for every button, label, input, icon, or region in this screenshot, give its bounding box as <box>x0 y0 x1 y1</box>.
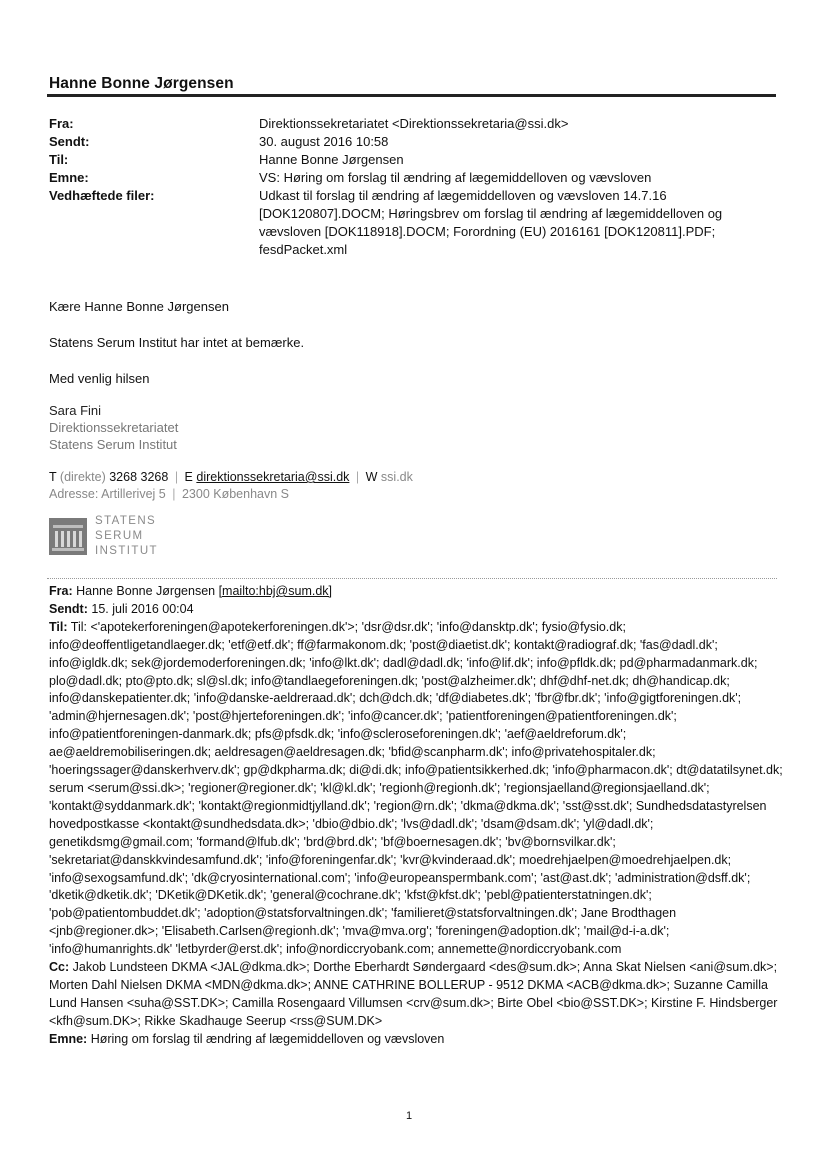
ssi-logo <box>49 514 159 560</box>
from-value: Direktionssekretariatet <Direktionssekretaria@ssi.dk> <box>259 116 569 131</box>
fwd-subject-value: Høring om forslag til ændring af lægemiddelloven og vævsloven <box>90 1031 445 1046</box>
signature-block <box>49 402 178 453</box>
subject-value: VS: Høring om forslag til ændring af lægemiddelloven og vævsloven <box>259 170 652 185</box>
sent-row <box>49 133 779 151</box>
signature-department: Direktionssekretariatet <box>49 420 179 435</box>
phone-prefix: T <box>49 470 57 484</box>
from-row <box>49 115 779 133</box>
address-street: Artillerivej 5 <box>101 487 166 501</box>
attachments-label: Vedhæftede filer: <box>49 188 155 203</box>
signature-name: Sara Fini <box>49 403 102 418</box>
email-header-block <box>49 115 779 259</box>
forward-divider <box>47 578 777 579</box>
fwd-from-row <box>49 583 784 601</box>
web-link[interactable]: ssi.dk <box>380 470 413 484</box>
fwd-from-value: Hanne Bonne Jørgensen <box>76 584 216 598</box>
address-label: Adresse: <box>49 487 99 501</box>
header-divider <box>47 94 776 97</box>
fwd-cc-row <box>49 959 784 1031</box>
greeting: Kære Hanne Bonne Jørgensen <box>49 299 229 314</box>
from-label: Fra: <box>49 116 74 131</box>
fwd-subject-label: Emne: <box>49 1031 88 1046</box>
phone-label: (direkte) <box>59 470 106 484</box>
closing: Med venlig hilsen <box>49 371 150 386</box>
email-prefix: E <box>184 470 193 484</box>
separator: | <box>355 470 360 484</box>
separator: | <box>172 487 176 501</box>
subject-label: Emne: <box>49 170 89 185</box>
fwd-to-row <box>49 619 784 959</box>
ssi-logo-text <box>95 514 158 559</box>
logo-line: STATENS <box>95 515 157 527</box>
separator: | <box>174 470 179 484</box>
fwd-sent-value: 15. juli 2016 00:04 <box>91 601 194 616</box>
logo-line: INSTITUT <box>95 545 158 557</box>
attachments-row <box>49 187 779 259</box>
sent-value: 30. august 2016 10:58 <box>259 134 389 149</box>
attachments-value[interactable]: Udkast til forslag til ændring af lægemiddelloven og vævsloven 14.7.16 [DOK120807].DOCM; Høringsbrev om forslag til ændring af lægemiddelloven og vævsloven [DOK118918].DOCM; Forordning (EU) 2016161 [DOK120811].PDF; fesdPacket.xml <box>259 188 723 257</box>
fwd-to-label: Til: <box>49 619 68 634</box>
fwd-mailto-link[interactable]: [mailto:hbj@sum.dk] <box>218 584 332 598</box>
email-link[interactable]: direktionssekretaria@ssi.dk <box>196 470 350 484</box>
fwd-subject-row <box>49 1031 784 1049</box>
web-prefix: W <box>365 470 378 484</box>
fwd-from-label: Fra: <box>49 584 73 598</box>
forwarded-message-header <box>49 583 784 1049</box>
fwd-cc-recipients: Jakob Lundsteen DKMA <JAL@dkma.dk>; Dorthe Eberhardt Søndergaard <des@sum.dk>; Anna Skat Nielsen <ani@sum.dk>; Morten Dahl Nielsen DKMA <MDN@dkma.dk>; ANNE CATHRINE BOLLERUP - 9512 DKMA <ACB@dkma.dk>; Suzanne Camilla Lund Hansen <suha@SST.DK>; Camilla Rosengaard Villumsen <crv@sum.dk>; Birte Obel <bio@SST.DK>; Kirstine F. Hindsberger <kfh@sum.DK>; Rikke Skadhauge Seerup <rss@SUM.DK> <box>49 960 778 1028</box>
to-label: Til: <box>49 152 69 167</box>
mailbox-owner-name: Hanne Bonne Jørgensen <box>49 75 234 92</box>
page-number: 1 <box>406 1110 413 1122</box>
fwd-sent-row <box>49 601 784 619</box>
signature-organization: Statens Serum Institut <box>49 437 177 452</box>
contact-info <box>49 469 413 503</box>
ssi-building-logo-icon <box>49 518 87 555</box>
sent-label: Sendt: <box>49 134 90 149</box>
address-line <box>49 486 413 503</box>
message-text: Statens Serum Institut har intet at bemærke. <box>49 335 305 350</box>
contact-line <box>49 469 413 486</box>
address-city: 2300 København S <box>181 487 289 501</box>
fwd-to-recipients: Til: <'apotekerforeningen@apotekerforeningen.dk'>; 'dsr@dsr.dk'; 'info@dansktp.dk'; fysio@fysio.dk; info@deoffentligetandlaeger.dk; 'etf@etf.dk'; ff@farmakonom.dk; 'post@diaetist.dk'; kontakt@radiograf.dk; 'fas@dadl.dk'; info@igldk.dk; sek@jordemoderforeningen.dk; 'info@lkt.dk'; dadl@dadl.dk; 'info@lif.dk'; info@pfldk.dk; pd@pharmadanmark.dk; plo@dadl.dk; pto@pto.dk; sl@sl.dk; info@tandlaegeforeningen.dk; 'post@alzheimer.dk'; dhf@dhf-net.dk; dh@handicap.dk; info@danskepatienter.dk; 'info@danske-aeldreraad.dk'; dch@dch.dk; 'df@diabetes.dk'; 'fbr@fbr.dk'; 'info@gigtforeningen.dk'; 'admin@hjernesagen.dk'; 'post@hjerteforeningen.dk'; 'info@cancer.dk'; 'patientforeningen@patientforeningen.dk'; info@patientforeningen-danmark.dk; pfs@pfsdk.dk; 'info@scleroseforeningen.dk'; 'aef@aeldreforum.dk'; ae@aeldremobiliseringen.dk; aeldresagen@aeldresagen.dk; 'bfid@scanpharm.dk'; info@privatehospitaler.dk; 'hoeringssager@danskerhverv.dk'; gp@dkpharma.dk; di@di.dk; info@patientsikkerhed.dk; 'info@pharmacon.dk'; dt@datatilsynet.dk; serum <serum@ssi.dk>; 'regioner@regioner.dk'; 'kl@kl.dk'; 'regionh@regionh.dk'; 'regionsjaelland@regionsjaelland.dk'; 'kontakt@syddanmark.dk'; 'kontakt@regionmidtjylland.dk'; 'region@rn.dk'; 'dkma@dkma.dk'; 'sst@sst.dk'; Sundhedsdatastyrelsen hovedpostkasse <kontakt@sundhedsdata.dk>; 'dbio@dbio.dk'; 'lvs@dadl.dk'; 'dsam@dsam.dk'; 'yl@dadl.dk'; genetikdsmg@gmail.com; 'formand@lfub.dk'; 'brd@brd.dk'; 'bf@boernesagen.dk'; 'bv@bornsvilkar.dk'; 'sekretariat@danskkvindesamfund.dk'; 'info@foreningenfar.dk'; 'kvr@kvinderaad.dk'; moedrehjaelpen@moedrehjaelpen.dk; 'info@sexogsamfund.dk'; 'dk@cryosinternational.com'; 'info@europeanspermbank.com'; 'ast@ast.dk'; 'administration@dsff.dk'; 'dketik@dketik.dk'; 'DKetik@DKetik.dk'; 'general@cochrane.dk'; 'kfst@kfst.dk'; 'pebl@patienterstatningen.dk'; 'pob@patientombuddet.dk'; 'adoption@statsforvaltningen.dk'; 'familieret@statsforvaltningen.dk'; Jane Brodthagen <jnb@regioner.dk>; 'Elisabeth.Carlsen@regionh.dk'; 'mva@mva.org'; 'foreningen@adoption.dk'; 'mail@d-i-a.dk'; 'info@humanrights.dk' 'letbyrder@erst.dk'; info@nordiccryobank.com; annemette@nordiccryobank.com <box>49 619 783 957</box>
subject-row <box>49 169 779 187</box>
fwd-cc-label: Cc: <box>49 960 70 975</box>
phone-number: 3268 3268 <box>109 470 169 484</box>
fwd-sent-label: Sendt: <box>49 601 88 616</box>
to-value: Hanne Bonne Jørgensen <box>259 152 404 167</box>
logo-line: SERUM <box>95 530 144 542</box>
to-row <box>49 151 779 169</box>
